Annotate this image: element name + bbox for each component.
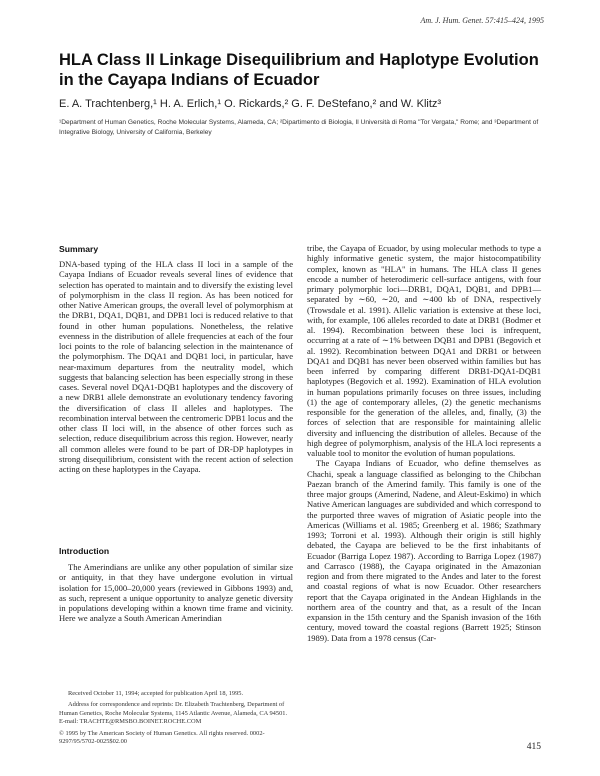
page-number: 415 — [526, 742, 541, 752]
received-date-note: Received October 11, 1994; accepted for publication April 18, 1995. — [68, 690, 244, 697]
summary-abstract — [59, 259, 293, 474]
right-column-paragraph-2: The Cayapa Indians of Ecuador, who define themselves as Chachi, speak a language classified as belonging to the Chibchan Paezan branch of the Amerind family. This family is one of the three major groups (Amerind, Nadene, and Aleut-Eskimo) in which Native American languages are subdivided and which correspond to the purported three waves of migration of Asiatic people into the Americas (Williams et al. 1985; Greenberg et al. 1986; Szathmary 1993; Torroni et al. 1993). Although their origin is still highly debated, the Cayapa are believed to be the first inhabitants of Ecuador (Barriga Lopez 1987). According to Barriga Lopez (1987) and Carrasco (1988), the Cayapa originated in the Amazonian region and from there migrated to the Andes and later to the forest and coastal regions of what is now Ecuador. Other researchers report that the Cayapa originated in the Andean Highlands in the northern area of the country and that, as a result of the Incan expansion in the 15th century and the Spanish invasion of the 16th century, moved toward the coastal regions (Barrett 1925; Stinson 1989). Data from a 1978 census (Car- — [307, 458, 541, 643]
author-affiliations: ¹Department of Human Genetics, Roche Molecular Systems, Alameda, CA; ²Dipartimento di Biologia, Il Università di Roma "Tor Vergata," Rome; and ³Department of Integrative Biology, University of California, Berkeley — [59, 119, 539, 136]
correspondence-address-note: Address for correspondence and reprints: Dr. Elizabeth Trachtenberg, Department of Human Genetics, Roche Molecular Systems, 1145 Atlantic Avenue, Alameda, CA 94501. E-mail: TRACHTE@RMSBO.BOINET.ROCHE.COM — [59, 701, 288, 726]
introduction-heading: Introduction — [59, 546, 110, 556]
copyright-note: © 1995 by The American Society of Human Genetics. All rights reserved. 0002-9297/95/5702-0025$02.00 — [59, 729, 265, 746]
right-column-paragraph-1: tribe, the Cayapa of Ecuador, by using molecular methods to type a highly informative genetic system, the major histocompatibility complex, known as "HLA" in humans. The HLA class II genes encode a number of heterodimeric cell-surface antigens, with four primary polymorphic loci—DRB1, DQA1, DQB1, and DPB1—separated by ∼60, ∼20, and ∼400 kb of DNA, respectively (Trowsdale et al. 1991). Allelic variation is extensive at these loci, with, for example, 106 alleles recorded to date at DRB1 (Bodmer et al. 1994). Recombination between these loci is infrequent, occurring at a rate of ∼1% between DQB1 and DPB1 (Begovich et al. 1992). Recombination between DQA1 and DRB1 or between DQA1 and DQB1 has never been observed within families but has been inferred by comparing different DRB1-DQA1-DQB1 haplotypes (Begovich et al. 1992). Examination of HLA evolution in human populations primarily focuses on three issues, including (1) the age of contemporary alleles, (2) the genetic mechanisms responsible for the generation of the alleles, and, finally, (3) the forces of selection that are responsible for maintaining allelic diversity and influencing the distribution of alleles. Because of the high degree of polymorphism, analysis of the HLA loci represents a valuable tool to monitor the evolution of human populations. — [307, 243, 541, 458]
author-list: E. A. Trachtenberg,¹ H. A. Erlich,¹ O. Rickards,² G. F. DeStefano,² and W. Klitz³ — [59, 98, 442, 110]
right-column-body — [307, 243, 541, 643]
paper-title: HLA Class II Linkage Disequilibrium and Haplotype Evolution in the Cayapa Indians of Ecuador — [59, 51, 539, 89]
summary-heading: Summary — [59, 244, 99, 254]
summary-paragraph: DNA-based typing of the HLA class II loci in a sample of the Cayapa Indians of Ecuador reveals several lines of evidence that selection has operated to maintain and to diversify the existing level of polymorphism in the class II region. As has been noticed for other Native American groups, the overall level of polymorphism at the DRB1, DQA1, DQB1, and DPB1 loci is reduced relative to that found in other human populations. Nonetheless, the relative evenness in the distribution of allele frequencies at each of the four loci points to the role of balancing selection in the maintenance of the polymorphism. The DQA1 and DQB1 loci, in particular, have near-maximum departures from the neutrality model, which suggests that balancing selection has been especially strong in these cases. Several novel DQA1-DQB1 haplotypes and the discovery of a new DRB1 allele demonstrate an evolutionary tendency favoring the diversification of class II alleles and haplotypes. The recombination interval between the centromeric DPB1 locus and the other class II loci will, in the absence of other forces such as selection, reduce disequilibrium across this region. However, nearly all common alleles were found to be part of DR-DP haplotypes in strong disequilibrium, consistent with the recent action of selection acting on these haplotypes in the Cayapa. — [59, 259, 294, 474]
footnotes — [59, 690, 293, 749]
introduction-paragraph: The Amerindians are unlike any other population of similar size or antiquity, in that they have undergone evolution in virtual isolation for 15,000–20,000 years (reviewed in Gibbons 1993) and, as such, represent a unique opportunity to analyze genetic diversity in populations developing within a known time frame and vicinity. Here we analyze a South American Amerindian — [59, 562, 293, 624]
introduction-body — [59, 562, 293, 624]
journal-reference: Am. J. Hum. Genet. 57:415–424, 1995 — [420, 16, 544, 25]
